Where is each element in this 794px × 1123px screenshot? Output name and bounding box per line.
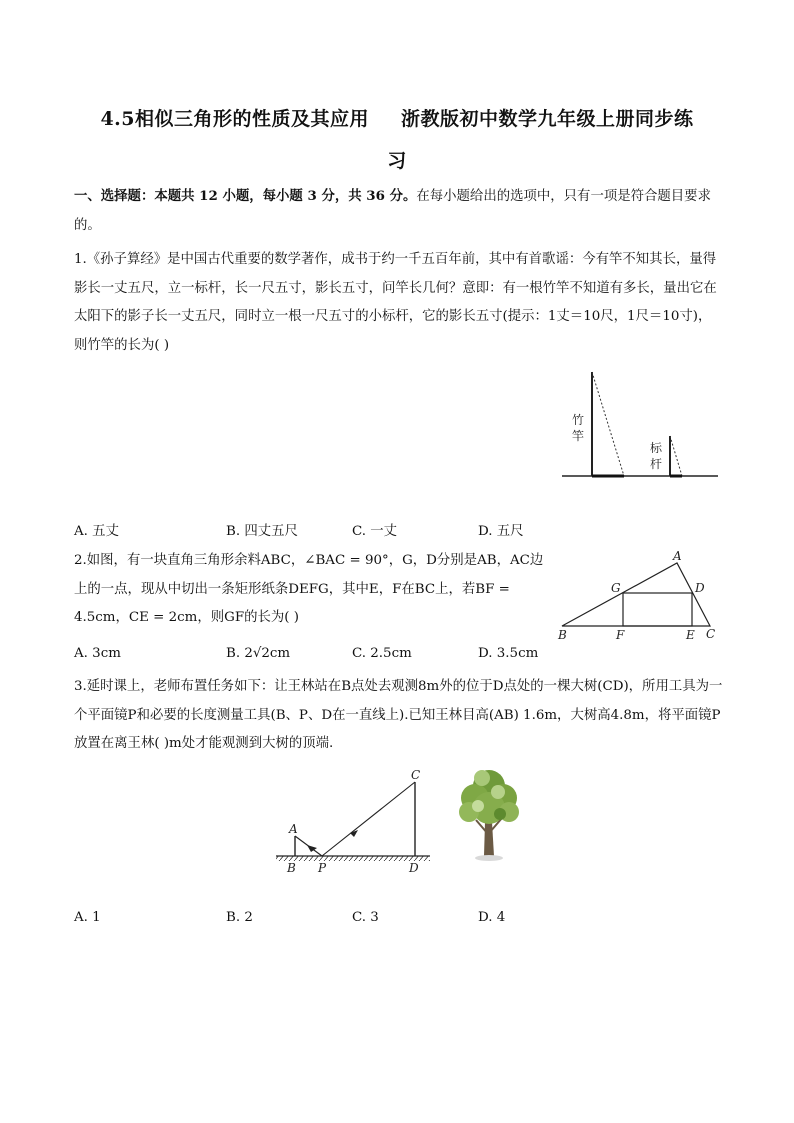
q1-pole-label-1: 竹	[572, 413, 585, 427]
q3-option-b[interactable]: B. 2	[226, 910, 253, 925]
page-title	[0, 104, 794, 131]
q3-option-a[interactable]: A. 1	[74, 910, 101, 925]
q1-option-d[interactable]: D. 五尺	[478, 524, 524, 539]
q2-figure	[552, 548, 724, 644]
q2-triangle-abc	[562, 563, 710, 626]
q2-rectangle-defg	[623, 593, 692, 626]
q3-option-c[interactable]: C. 3	[352, 910, 379, 925]
tree-canopy	[459, 770, 519, 824]
q2-label-d: D	[695, 581, 705, 595]
question-2-text: 2.如图，有一块直角三角形余料ABC，∠BAC = 90°，G，D分别是AB，AC边上的一点，现从中切出一条矩形纸条DEFG，其中E，F在BC上，若BF = 4.5cm，CE = 2cm，则GF的长为( )	[74, 553, 544, 625]
q2-label-a: A	[673, 549, 682, 563]
q1-rod-sun-ray	[670, 436, 682, 476]
q2-label-b: B	[558, 628, 567, 642]
q2-label-f: F	[616, 628, 625, 642]
section-header	[74, 182, 724, 240]
tree-trunk	[484, 822, 494, 856]
q2-label-e: E	[686, 628, 695, 642]
q1-pole-sun-ray	[592, 372, 624, 476]
q2-option-a[interactable]: A. 3cm	[74, 646, 121, 661]
q3-ground-hatch	[276, 856, 430, 861]
q2-option-d[interactable]: D. 3.5cm	[478, 646, 539, 661]
q3-figure	[270, 764, 440, 880]
q2-option-c[interactable]: C. 2.5cm	[352, 646, 412, 661]
q1-option-a[interactable]: A. 五丈	[74, 524, 119, 539]
q3-label-p: P	[318, 861, 327, 875]
tree-illustration	[454, 764, 524, 864]
section-rest: 在每小题给出的选项中，只有一项是符合题目要求的。	[74, 189, 711, 233]
q2-option-b[interactable]: B. 2√2cm	[226, 646, 291, 661]
q3-label-c: C	[411, 768, 421, 782]
tree-root-shadow	[475, 855, 503, 861]
q3-ray-c-to-p	[322, 782, 415, 856]
q3-label-a: A	[289, 822, 298, 836]
q1-option-c[interactable]: C. 一丈	[352, 524, 398, 539]
q1-option-b[interactable]: B. 四丈五尺	[226, 524, 298, 539]
q3-option-d[interactable]: D. 4	[478, 910, 506, 925]
q3-label-b: B	[287, 861, 296, 875]
page-title-line-2: 习	[387, 150, 407, 172]
section-lead: 一、选择题：本题共 12 小题，每小题 3 分，共 36 分。	[74, 188, 417, 204]
q1-figure	[560, 366, 720, 482]
q2-label-g: G	[611, 581, 621, 595]
q2-label-c: C	[706, 627, 716, 641]
q3-label-d: D	[409, 861, 419, 875]
q1-rod-label-1: 标	[650, 441, 663, 455]
question-3-text: 3.延时课上，老师布置任务如下：让王林站在B点处去观测8m外的位于D点处的一棵大树(CD)，所用工具为一个平面镜P和必要的长度测量工具(B、P、D在一直线上).已知王林目高(AB) 1.6m，大树高4.8m，将平面镜P放置在离王林( )m处才能观测到大树的顶端.	[74, 679, 723, 751]
q1-rod-label-2: 杆	[650, 457, 663, 471]
title-part-1: 4.5相似三角形的性质及其应用	[100, 108, 370, 130]
q1-pole-label-2: 竿	[572, 429, 585, 443]
question-1-text: 1.《孙子算经》是中国古代重要的数学著作，成书于约一千五百年前，其中有首歌谣：今有竿不知其长，量得影长一丈五尺，立一标杆，长一尺五寸，影长五寸，问竿长几何？意即：有一根竹竿不知道有多长，量出它在太阳下的影子长一丈五尺，同时立一根一尺五寸的小标杆，它的影长五寸(提示：1丈＝10尺，1尺＝10寸)，则竹竿的长为( )	[74, 252, 717, 353]
title-part-2: 浙教版初中数学九年级上册同步练	[401, 108, 694, 130]
